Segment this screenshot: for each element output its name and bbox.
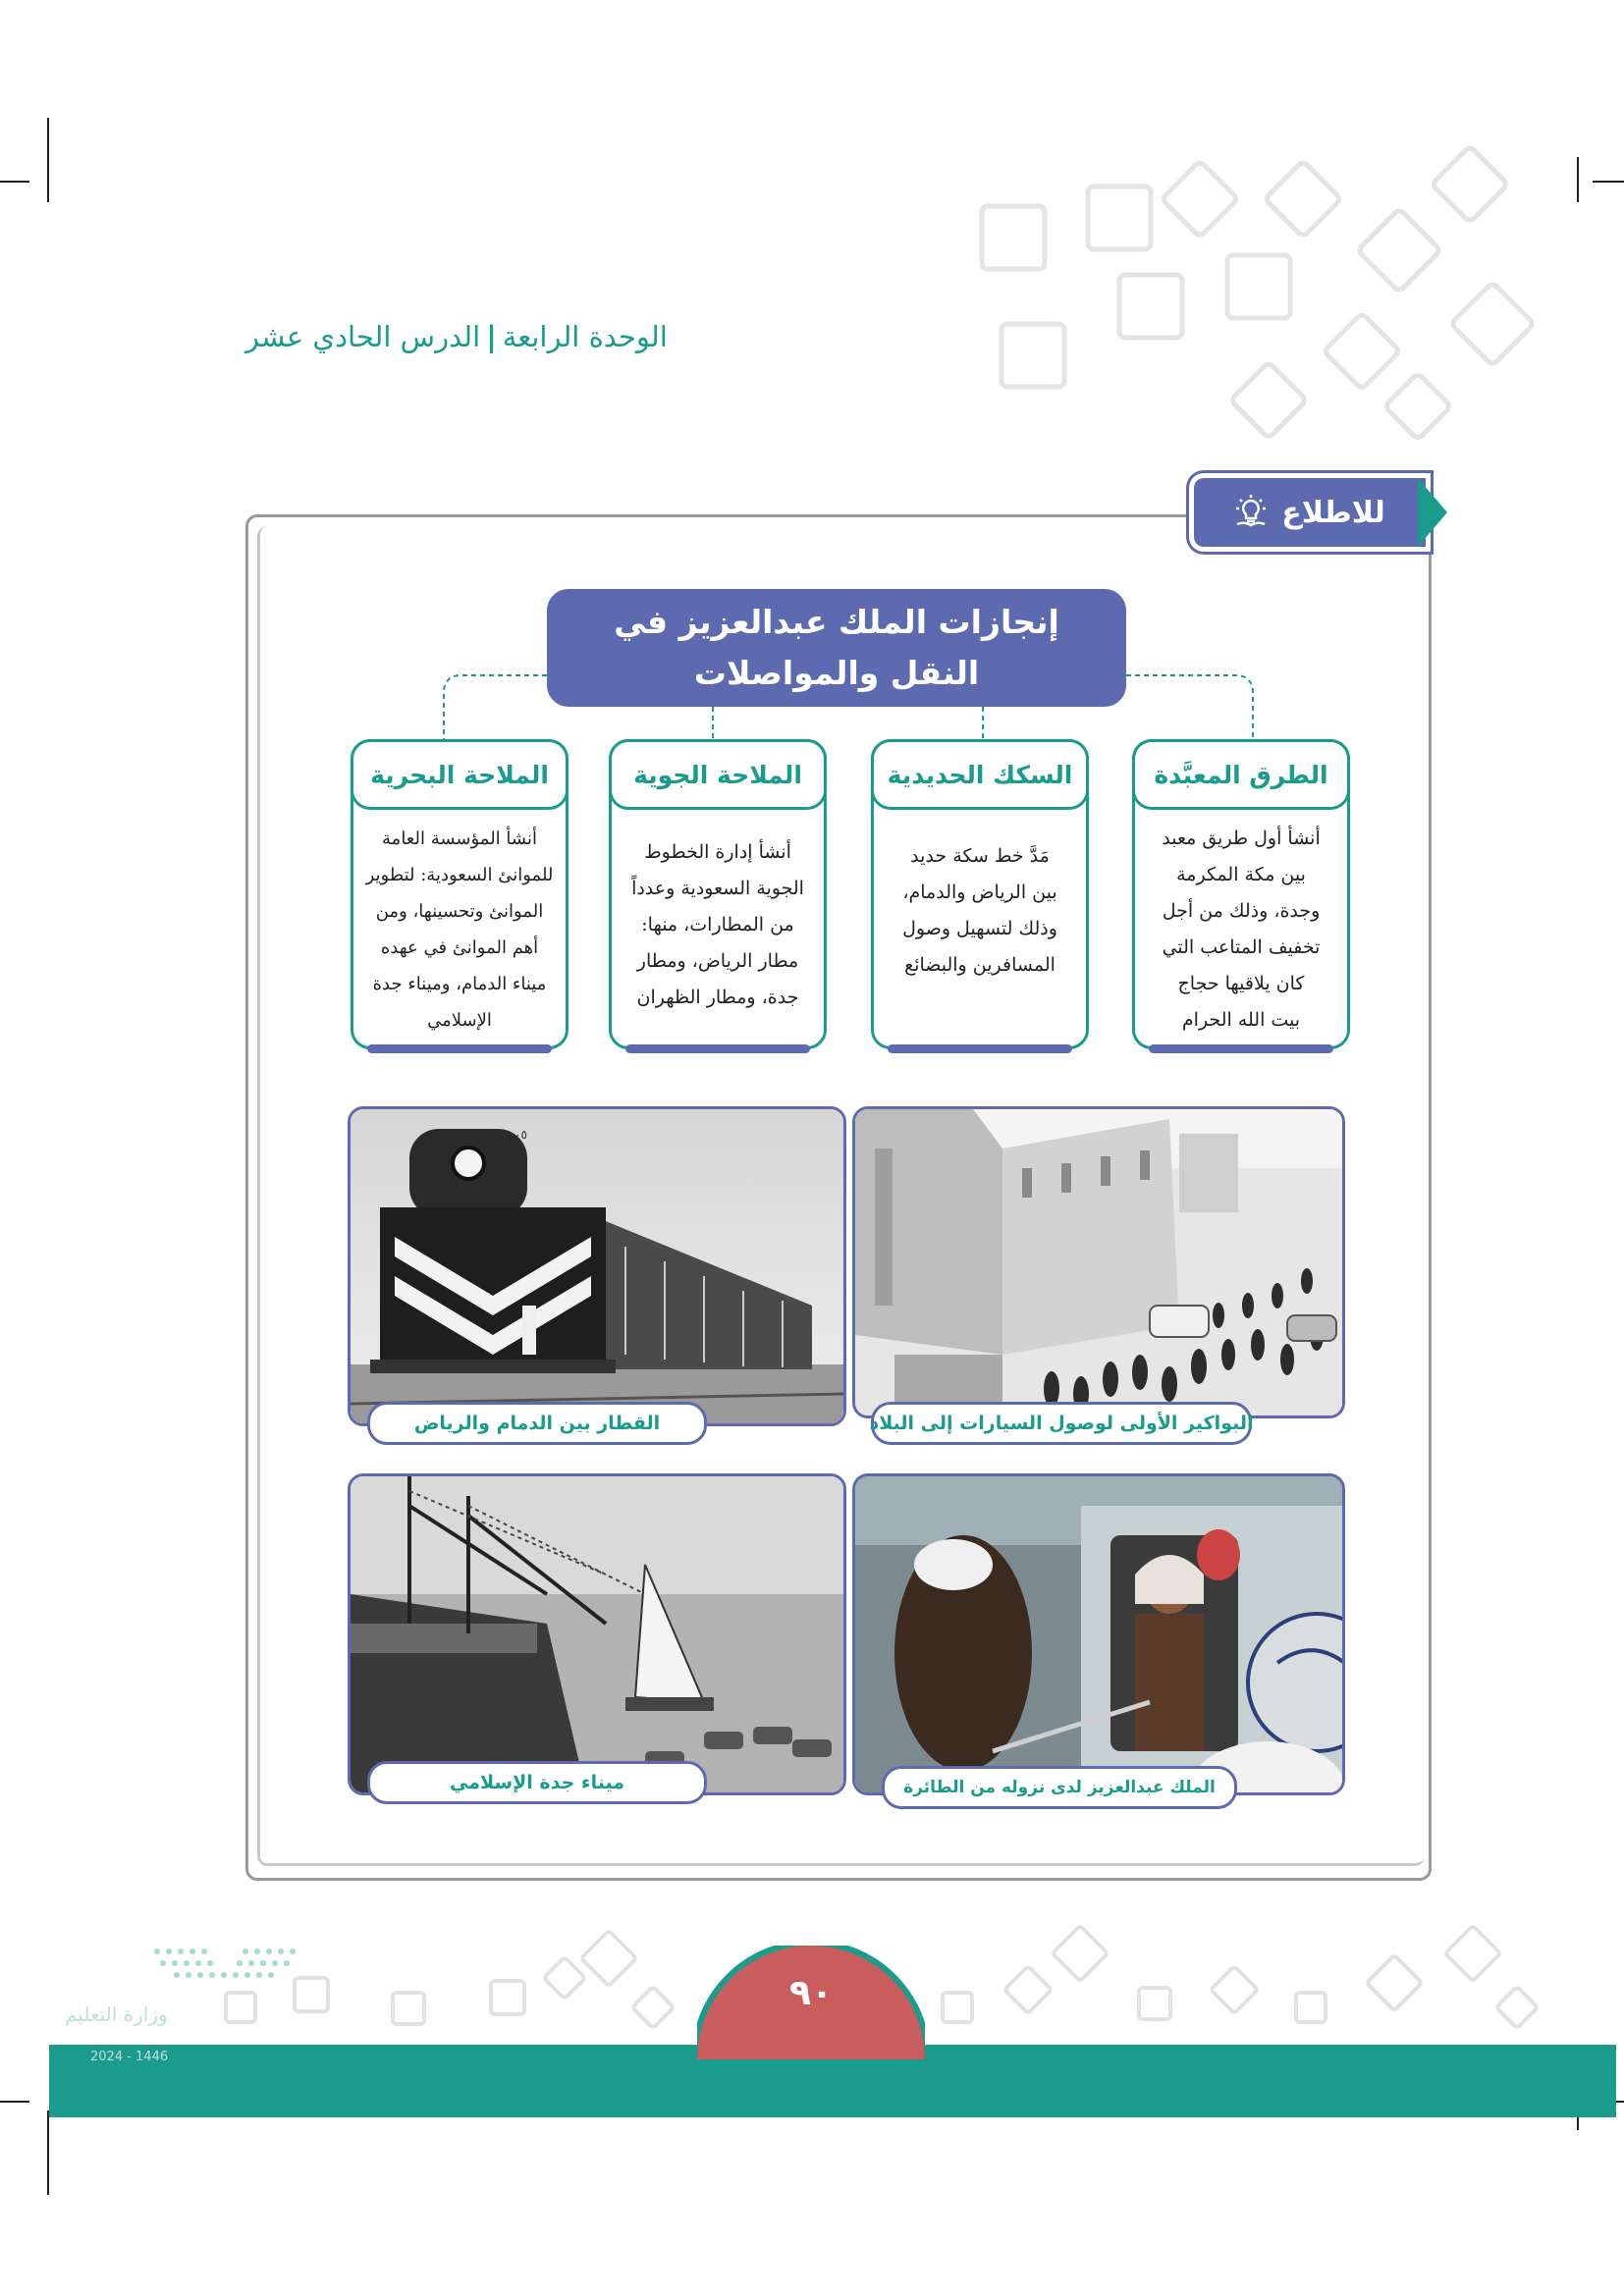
card-text-line: وجدة، وذلك من أجل — [1162, 900, 1321, 922]
crop-mark — [47, 2110, 49, 2195]
train-number-plate: ١٠٠٥ — [502, 1128, 527, 1142]
card-text-line: مَدَّ خط سكة حديد — [910, 845, 1050, 867]
card-railways — [871, 739, 1089, 1049]
card-text-line: كان يلاقيها حجاج — [1177, 973, 1305, 994]
card-text — [882, 838, 1078, 984]
card-bottom-bar — [625, 1044, 810, 1053]
card-text-line: الجوية السعودية وعدداً — [631, 878, 804, 899]
card-text-line: أهم الموانئ في عهده — [380, 937, 539, 958]
card-title: السكك الحديدية — [871, 739, 1089, 810]
card-text-line: أنشأ أول طريق معبد — [1162, 828, 1321, 849]
card-text-line: تخفيف المتاعب التي — [1162, 936, 1321, 958]
ministry-logo-dots — [147, 1942, 304, 1991]
card-text-line: أنشأ إدارة الخطوط — [644, 841, 791, 863]
card-bottom-bar — [367, 1044, 552, 1053]
card-bottom-bar — [1149, 1044, 1333, 1053]
card-text-line: للموانئ السعودية: لتطوير — [365, 865, 554, 885]
card-text-line: ميناء الدمام، وميناء جدة — [372, 974, 547, 994]
card-text — [1143, 821, 1339, 1039]
caption-jeddah-port: ميناء جدة الإسلامي — [367, 1761, 707, 1804]
lesson-title: الدرس الحادي عشر — [245, 320, 481, 353]
card-text-line: أنشأ المؤسسة العامة — [382, 828, 537, 849]
king-airplane-illustration — [855, 1476, 1342, 1792]
first-cars-illustration — [855, 1109, 1342, 1415]
main-title-line-2: النقل والمواصلات — [693, 654, 980, 692]
crop-mark — [0, 2101, 29, 2103]
card-aviation — [609, 739, 827, 1049]
train-illustration — [351, 1109, 843, 1423]
caption-king-airplane: الملك عبدالعزيز لدى نزوله من الطائرة — [882, 1766, 1237, 1809]
card-maritime — [351, 739, 568, 1049]
card-bottom-bar — [888, 1044, 1072, 1053]
card-title: الطرق المعبَّدة — [1132, 739, 1350, 810]
photo-king-airplane — [852, 1473, 1345, 1795]
info-tab-label: للاطلاع — [1281, 495, 1385, 530]
ministry-name: وزارة التعليم — [65, 2002, 168, 2026]
card-text-line: من المطارات، منها: — [641, 914, 794, 935]
photo-jeddah-port — [348, 1473, 846, 1795]
card-text-line: بين الرياض والدمام، — [902, 881, 1057, 903]
card-text-line: الموانئ وتحسينها، ومن — [375, 901, 544, 922]
header-separator: | — [486, 320, 497, 353]
photo-first-cars — [852, 1106, 1345, 1418]
ministry-year: 2024 - 1446 — [90, 2050, 169, 2064]
card-paved-roads — [1132, 739, 1350, 1049]
main-title-line-1: إنجازات الملك عبدالعزيز في — [614, 603, 1059, 641]
photo-train — [348, 1106, 846, 1426]
card-text — [620, 834, 816, 1016]
card-text-line: وذلك لتسهيل وصول — [902, 918, 1057, 939]
caption-first-cars: البواكير الأولى لوصول السيارات إلى البلاد — [871, 1402, 1252, 1445]
card-text-line: بيت الله الحرام — [1181, 1009, 1301, 1031]
main-title-box — [547, 589, 1126, 707]
card-text-line: بين مكة المكرمة — [1176, 864, 1306, 885]
page-number: ٩٠ — [789, 1973, 833, 2013]
card-text-line: الإسلامي — [427, 1010, 492, 1031]
card-text-line: جدة، ومطار الظهران — [636, 987, 799, 1008]
card-title: الملاحة البحرية — [351, 739, 568, 810]
unit-title: الوحدة الرابعة — [502, 320, 668, 353]
caption-train: القطار بين الدمام والرياض — [367, 1402, 707, 1445]
port-illustration — [351, 1476, 843, 1792]
card-text-line: مطار الرياض، ومطار — [636, 950, 799, 972]
card-text — [357, 821, 562, 1039]
card-title: الملاحة الجوية — [609, 739, 827, 810]
card-text-line: المسافرين والبضائع — [904, 954, 1056, 976]
